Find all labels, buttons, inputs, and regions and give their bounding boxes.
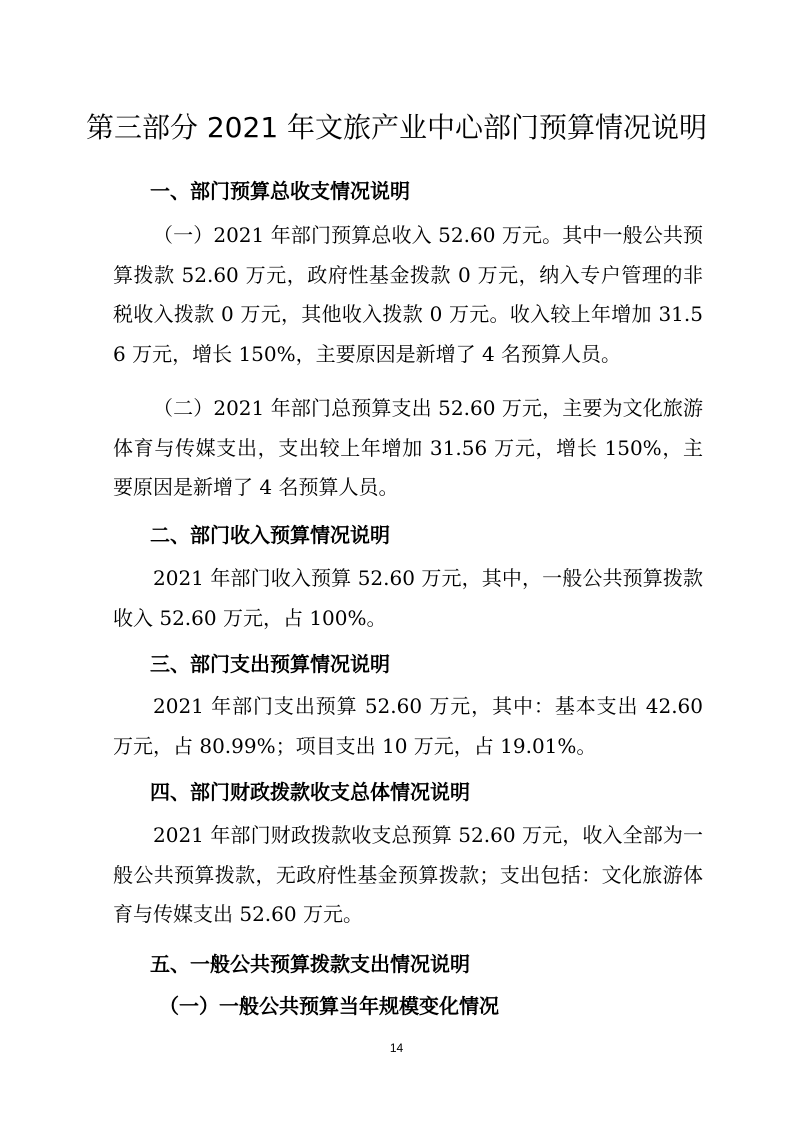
section-1-paragraph-1: （一）2021 年部门预算总收入 52.60 万元。其中一般公共预算拨款 52.60 万元，政府性基金拨款 0 万元，纳入专户管理的非税收入拨款 0 万元，其他收入拨款 0 万元。收入较上年增加 31.56 万元，增长 150%，主要原因是新增了 4 名预算人员。 (113, 223, 703, 366)
page-title: 第三部分 2021 年文旅产业中心部门预算情况说明 (85, 111, 708, 144)
page-number: 14 (389, 1041, 404, 1055)
section-heading-2: 二、部门收入预算情况说明 (150, 523, 390, 547)
section-heading-3: 三、部门支出预算情况说明 (150, 652, 390, 676)
section-3-paragraph-1: 2021 年部门支出预算 52.60 万元，其中：基本支出 42.60 万元，占 80.99%；项目支出 10 万元，占 19.01%。 (113, 694, 703, 758)
section-heading-5: 五、一般公共预算拨款支出情况说明 (150, 952, 470, 976)
section-heading-1: 一、部门预算总收支情况说明 (150, 179, 410, 203)
section-1-paragraph-2: （二）2021 年部门总预算支出 52.60 万元，主要为文化旅游体育与传媒支出，支出较上年增加 31.56 万元，增长 150%，主要原因是新增了 4 名预算人员。 (113, 396, 703, 499)
section-4-paragraph-1: 2021 年部门财政拨款收支总预算 52.60 万元，收入全部为一般公共预算拨款，无政府性基金预算拨款；支出包括：文化旅游体育与传媒支出 52.60 万元。 (113, 823, 703, 926)
section-heading-4: 四、部门财政拨款收支总体情况说明 (150, 780, 470, 804)
section-2-paragraph-1: 2021 年部门收入预算 52.60 万元，其中，一般公共预算拨款收入 52.60 万元，占 100%。 (113, 566, 703, 630)
section-5-subheading: （一）一般公共预算当年规模变化情况 (159, 994, 499, 1018)
